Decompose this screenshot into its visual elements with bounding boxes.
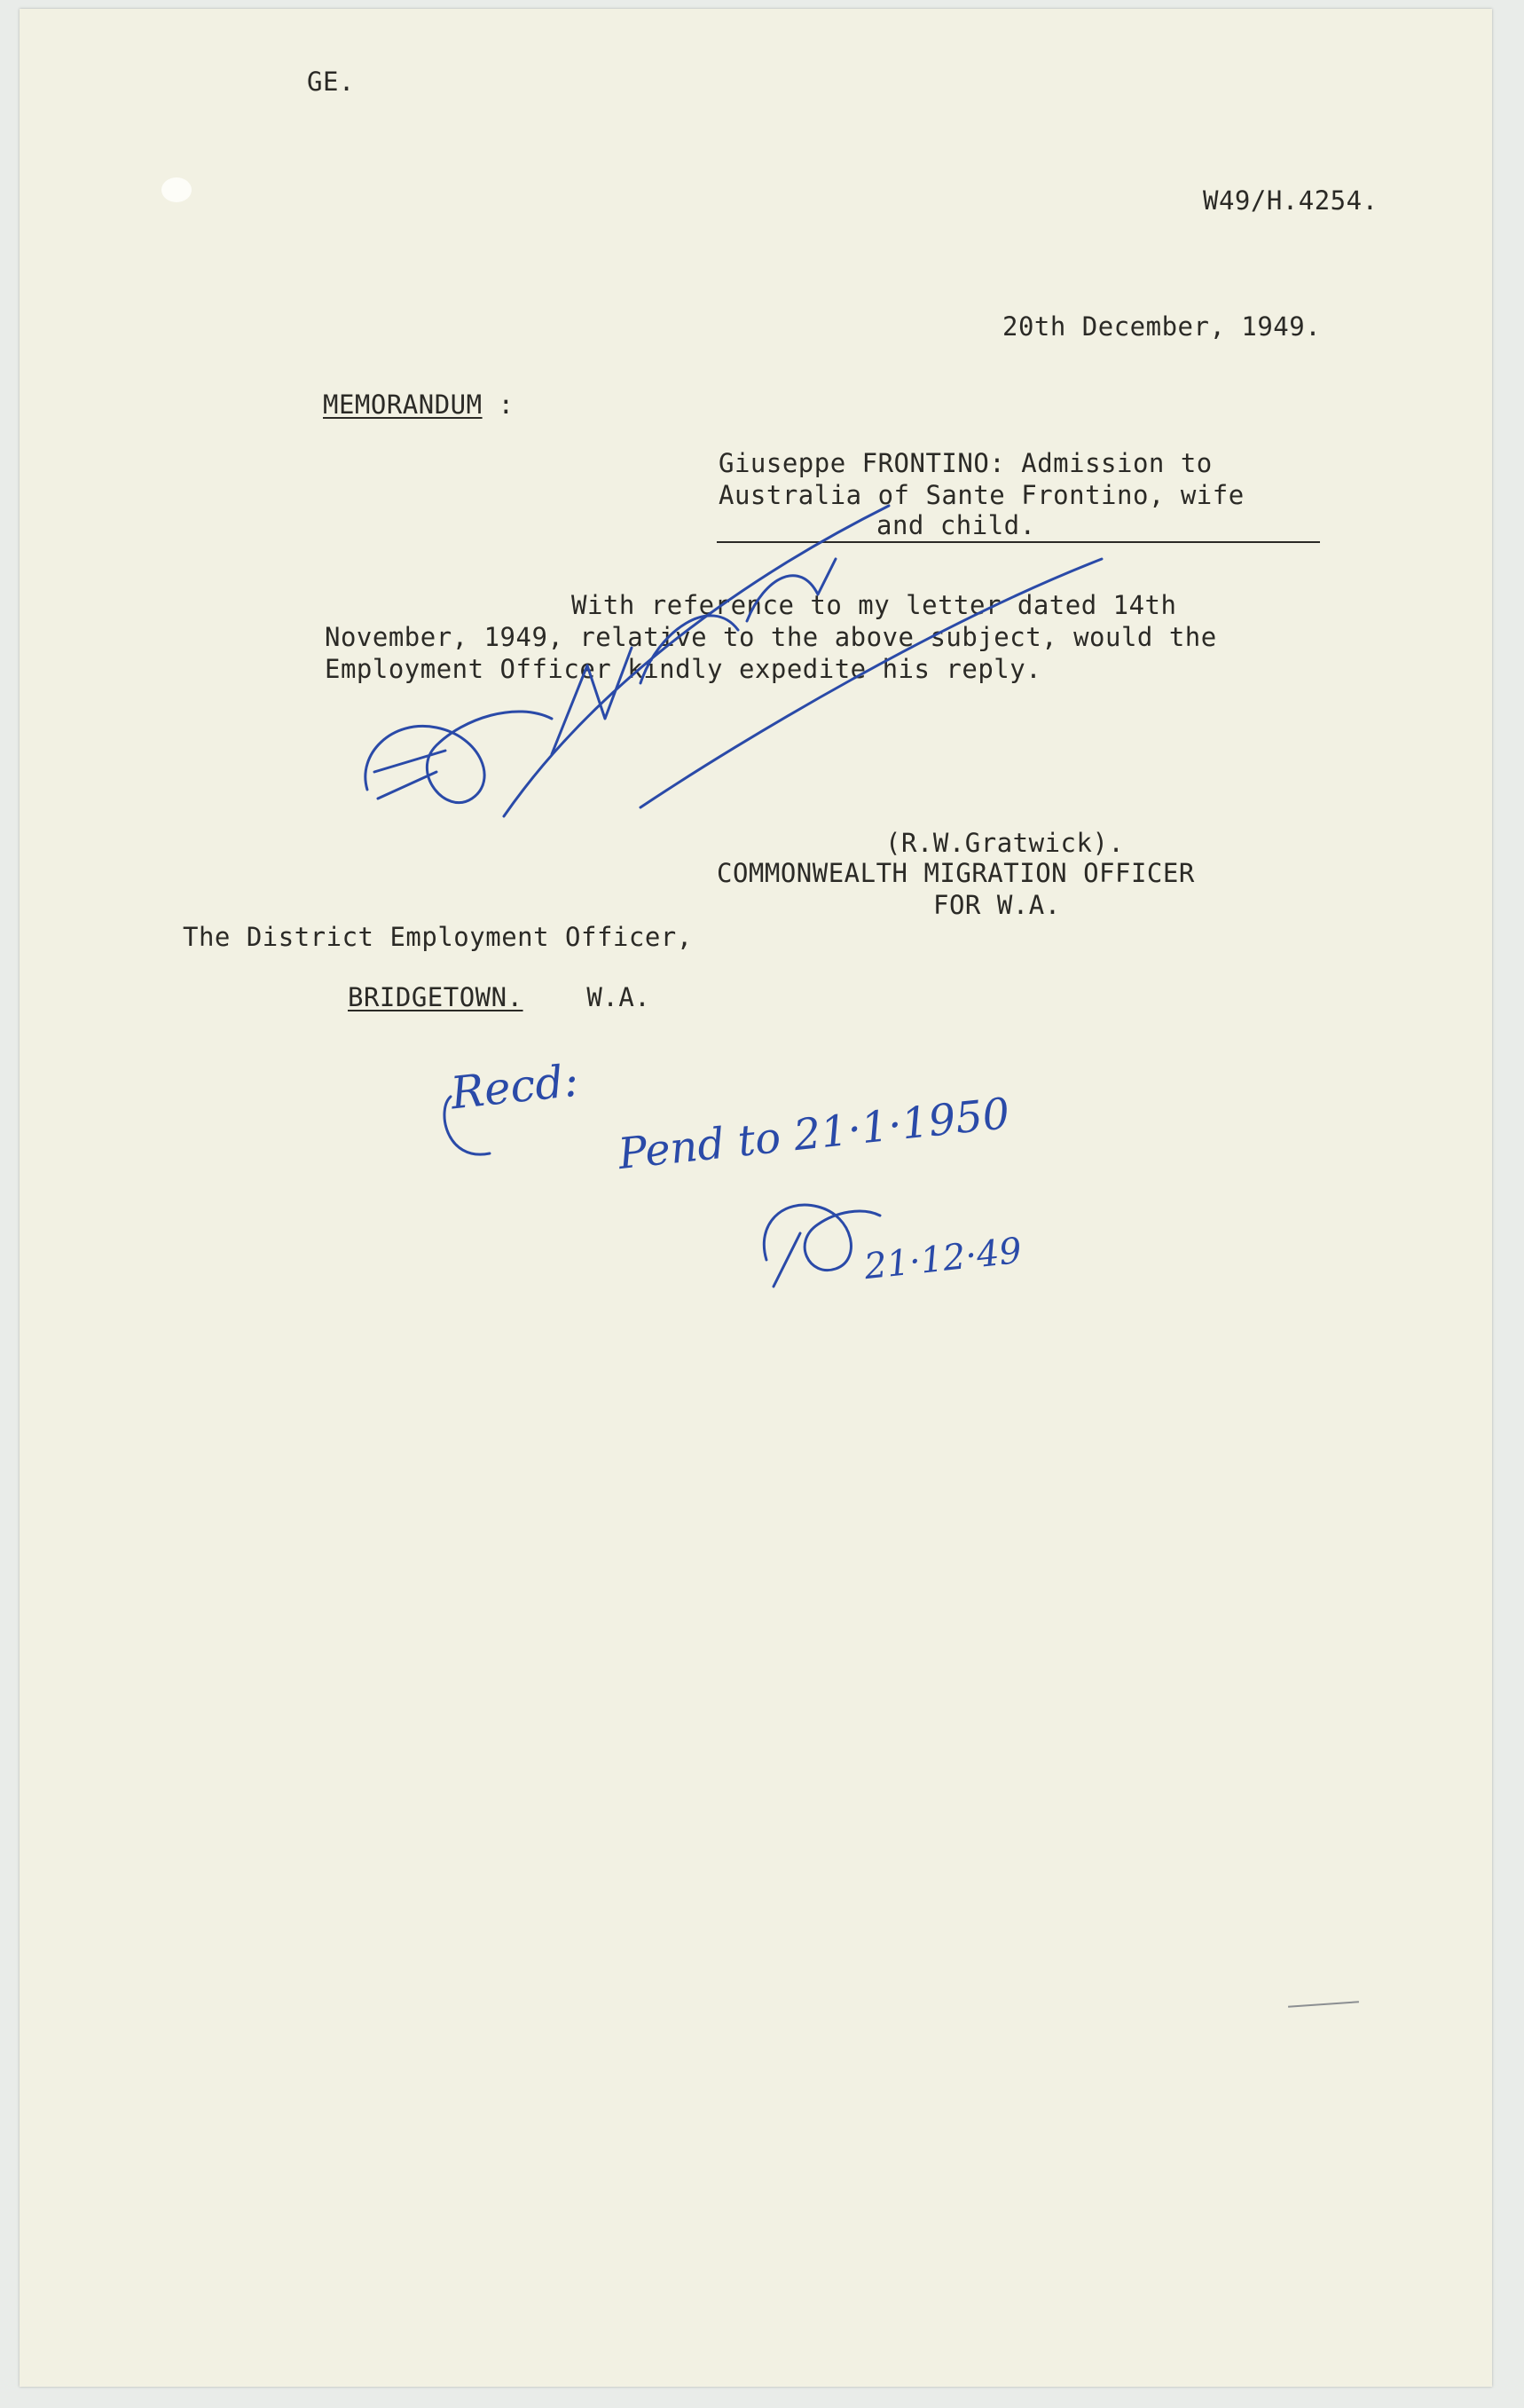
body-line-1: With reference to my letter dated 14th — [571, 590, 1177, 620]
addressee-line: The District Employment Officer, — [183, 922, 693, 952]
subject-line-1: Giuseppe FRONTINO: Admission to — [719, 448, 1213, 478]
recd-flourish — [444, 1097, 490, 1154]
handwritten-date: 21·12·49 — [862, 1230, 1025, 1288]
file-reference: W49/H.4254. — [1203, 185, 1379, 216]
addressee-town: BRIDGETOWN. — [348, 982, 523, 1012]
subject-line-2: Australia of Sante Frontino, wife — [719, 480, 1245, 510]
memo-date: 20th December, 1949. — [1002, 311, 1322, 342]
pen-markings — [20, 9, 1492, 2387]
signatory-title: COMMONWEALTH MIGRATION OFFICER — [717, 858, 1195, 888]
addressee-state: W.A. — [586, 982, 651, 1012]
second-initials — [764, 1205, 880, 1287]
body-line-3: Employment Officer kindly expedite his reply. — [325, 654, 1042, 684]
signatory-name: (R.W.Gratwick). — [885, 828, 1125, 858]
signatory-region: FOR W.A. — [933, 890, 1061, 920]
handwritten-recd: Recd: — [448, 1054, 581, 1120]
memorandum-page — [20, 9, 1492, 2387]
header-code: GE. — [307, 67, 355, 97]
subject-line-3: and child. — [876, 510, 1036, 540]
handwritten-pend-note: Pend to 21·1·1950 — [616, 1088, 1012, 1180]
memo-heading: MEMORANDUM — [323, 390, 483, 420]
flourish-stroke — [640, 559, 1102, 807]
memo-heading-colon: : — [498, 390, 515, 420]
scrawled-annotation — [552, 559, 836, 754]
body-line-2: November, 1949, relative to the above subject, would the — [325, 622, 1217, 652]
